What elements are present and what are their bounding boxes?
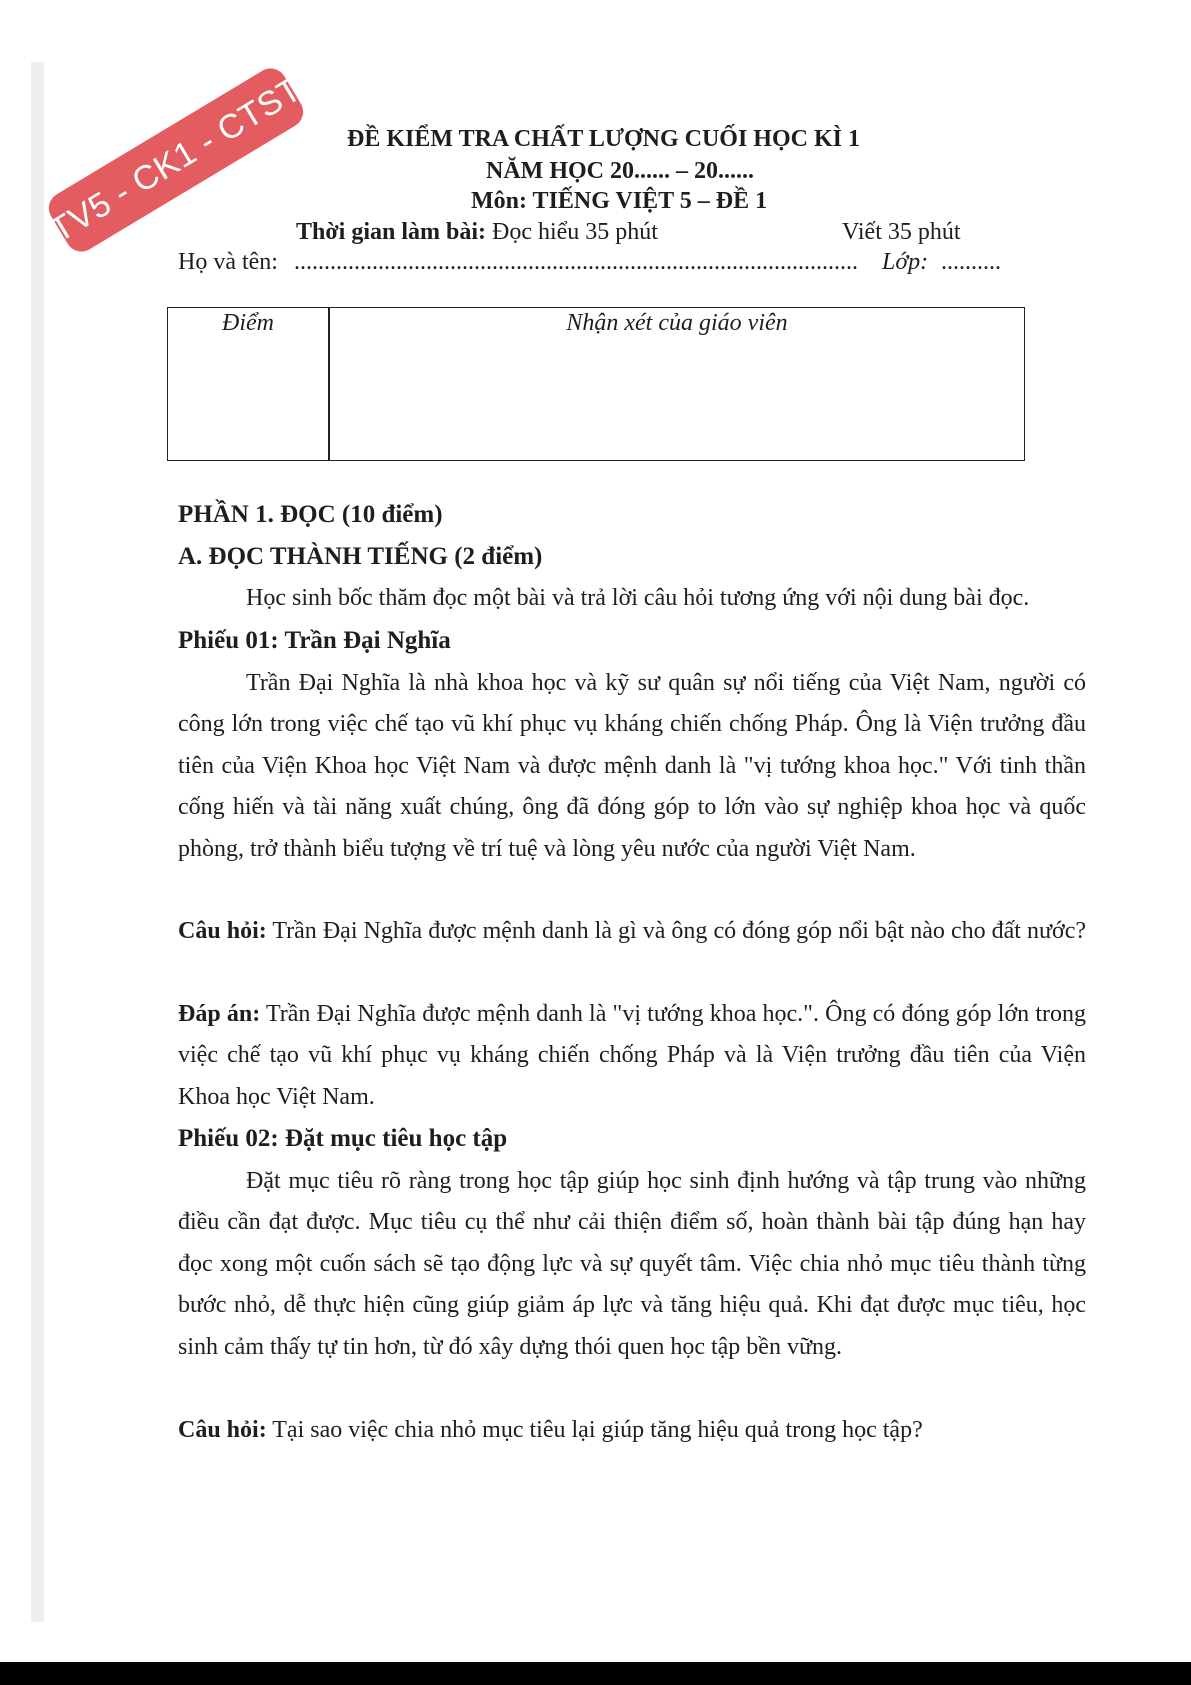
card2-question-label: Câu hỏi: bbox=[178, 1417, 267, 1443]
card1-question bbox=[178, 911, 1086, 952]
name-field[interactable]: .............................................................................................. bbox=[294, 249, 858, 275]
card2-question bbox=[178, 1410, 1086, 1451]
card2-passage: Đặt mục tiêu rõ ràng trong học tập giúp học sinh định hướng và tập trung vào những điều cần đạt được. Mục tiêu cụ thể như cải thiện điểm số, hoàn thành bài tập đúng hạn hay đọc xong một cuốn sách sẽ tạo động lực và sự quyết tâm. Việc chia nhỏ mục tiêu thành từng bước nhỏ, dễ thực hiện cũng giúp giảm áp lực và tăng hiệu quả. Khi đạt được mục tiêu, học sinh cảm thấy tự tin hơn, từ đó xây dựng thói quen học tập bền vững. bbox=[178, 1168, 1086, 1360]
subject-line: Môn: TIẾNG VIỆT 5 – ĐỀ 1 bbox=[471, 188, 768, 214]
document-stamp bbox=[43, 63, 309, 258]
card2-question-text: Tại sao việc chia nhỏ mục tiêu lại giúp tăng hiệu quả trong học tập? bbox=[272, 1417, 923, 1443]
card1-question-text: Trần Đại Nghĩa được mệnh danh là gì và ông có đóng góp nổi bật nào cho đất nước? bbox=[272, 918, 1087, 944]
comment-header: Nhận xét của giáo viên bbox=[566, 310, 788, 336]
time-reading: Đọc hiểu 35 phút bbox=[492, 219, 658, 245]
school-year: NĂM HỌC 20...... – 20...... bbox=[486, 158, 754, 184]
time-line bbox=[296, 219, 658, 246]
grade-table bbox=[167, 307, 1025, 461]
name-label: Họ và tên: bbox=[178, 249, 278, 275]
card1-title: Phiếu 01: Trần Đại Nghĩa bbox=[178, 627, 451, 654]
card1-passage: Trần Đại Nghĩa là nhà khoa học và kỹ sư quân sự nổi tiếng của Việt Nam, người có công lớn trong việc chế tạo vũ khí phục vụ kháng chiến chống Pháp. Ông là Viện trưởng đầu tiên của Viện Khoa học Việt Nam và được mệnh danh là "vị tướng khoa học." Với tinh thần cống hiến và tài năng xuất chúng, ông đã đóng góp to lớn vào sự nghiệp khoa học và quốc phòng, trở thành biểu tượng về trí tuệ và lòng yêu nước của người Việt Nam. bbox=[178, 670, 1086, 862]
exam-title: ĐỀ KIỂM TRA CHẤT LƯỢNG CUỐI HỌC KÌ 1 bbox=[347, 126, 860, 152]
time-label: Thời gian làm bài: bbox=[296, 219, 486, 245]
instruction-text: Học sinh bốc thăm đọc một bài và trả lời câu hỏi tương ứng với nội dung bài đọc. bbox=[246, 585, 1030, 611]
card1-answer-text: Trần Đại Nghĩa được mệnh danh là "vị tướng khoa học.". Ông có đóng góp lớn trong việc chế tạo vũ khí phục vụ kháng chiến chống Pháp và là Viện trưởng đầu tiên của Viện Khoa học Việt Nam. bbox=[178, 1001, 1086, 1110]
part1-title: PHẦN 1. ĐỌC (10 điểm) bbox=[178, 501, 443, 528]
card1-answer-label: Đáp án: bbox=[178, 1001, 261, 1027]
card1-answer bbox=[178, 994, 1086, 1118]
screen-bottom-bar bbox=[0, 1662, 1191, 1685]
class-label: Lớp: bbox=[882, 249, 929, 275]
time-writing: Viết 35 phút bbox=[842, 219, 961, 245]
section-a-title: A. ĐỌC THÀNH TIẾNG (2 điểm) bbox=[178, 543, 543, 570]
card1-question-label: Câu hỏi: bbox=[178, 918, 267, 944]
score-header: Điểm bbox=[222, 310, 274, 336]
stamp-text: TV5 - CK1 - CTST bbox=[43, 69, 308, 250]
page-edge-shadow bbox=[31, 62, 44, 1622]
class-field[interactable]: .......... bbox=[941, 249, 1001, 275]
card2-title: Phiếu 02: Đặt mục tiêu học tập bbox=[178, 1125, 508, 1152]
